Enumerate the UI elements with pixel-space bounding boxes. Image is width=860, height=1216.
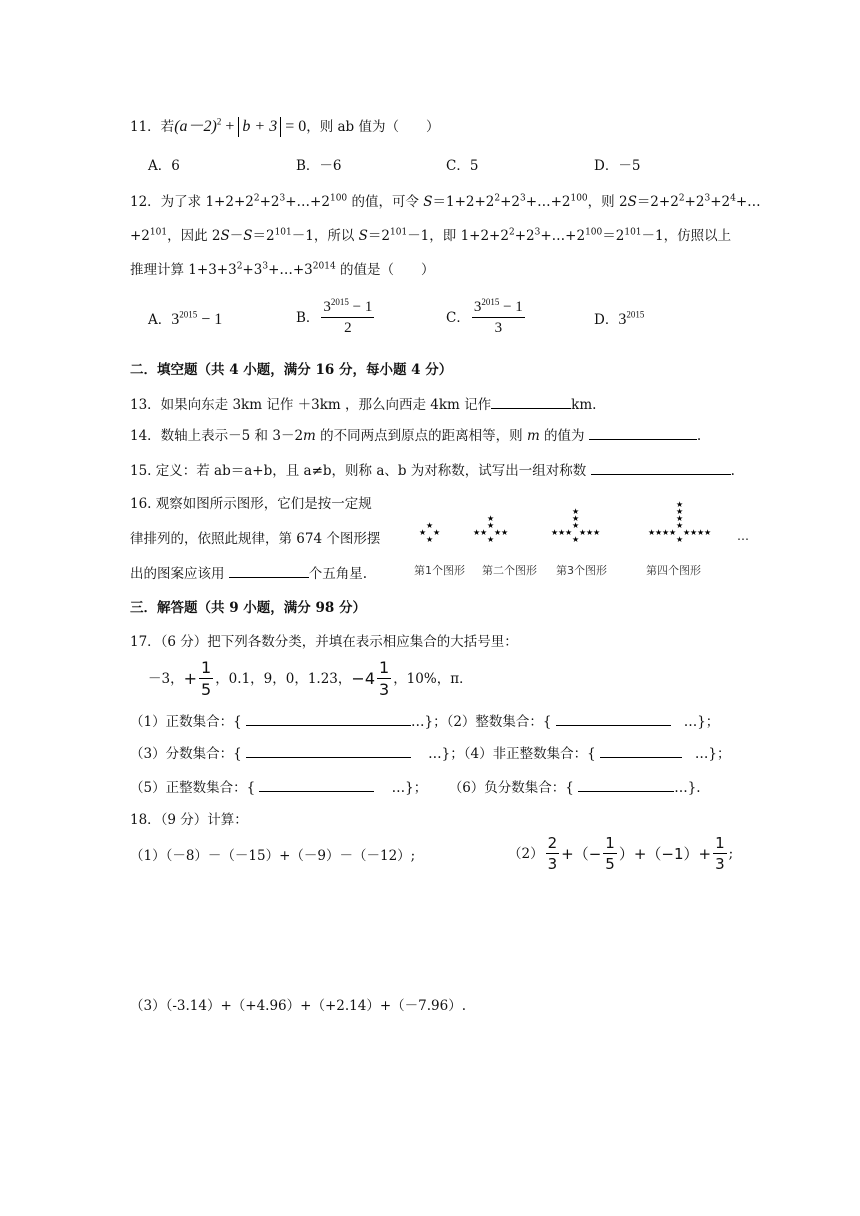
q12-l2-d: － bbox=[229, 228, 244, 244]
q16-caption-2: 第二个图形 bbox=[482, 564, 537, 577]
q17-num-d-den: 3 bbox=[379, 680, 390, 699]
q17-set4-blank[interactable] bbox=[600, 743, 682, 758]
q12-l2-g: －1，所以 bbox=[291, 228, 359, 244]
q18-p2-a-den: 3 bbox=[547, 855, 558, 873]
q14-blank[interactable] bbox=[589, 425, 697, 440]
q16-caption-1: 第1个图形 bbox=[414, 564, 465, 577]
q12-l3-exp-a: 2 bbox=[236, 261, 243, 272]
q16-line2: 律排列的，依照此规律，第 674 个图形摆 bbox=[130, 531, 381, 547]
q16-line3-a: 出的图案应该用 bbox=[130, 566, 225, 582]
q12-l2-a: +2 bbox=[130, 228, 150, 244]
q12-l1-exp-h: 3 bbox=[704, 193, 711, 204]
q17-set4-end: …}； bbox=[694, 746, 731, 762]
q12-l1-exp-e: 3 bbox=[520, 193, 526, 204]
q12-l3-b: +3 bbox=[242, 262, 263, 278]
q12-l1-g: +2 bbox=[500, 194, 521, 210]
q11-stem bbox=[130, 117, 440, 137]
q15-text: 15. 定义：若 ab＝a+b，且 a≠b，则称 a、b 为对称数，试写出一组对称数 bbox=[130, 463, 587, 479]
q18-p2-end: ; bbox=[728, 846, 734, 862]
q18-p2-label: （2） bbox=[508, 846, 544, 862]
q12-opt-b-label: B． bbox=[296, 310, 320, 326]
q12-opt-a-base: 3 bbox=[171, 311, 180, 328]
q12-l1-b: +2 bbox=[259, 194, 280, 210]
q17-set6-blank[interactable] bbox=[578, 777, 674, 792]
q12-opt-d-base: 3 bbox=[618, 311, 627, 328]
q12-l1-exp-g: 2 bbox=[678, 193, 685, 204]
q12-l1-i: ，则 2 bbox=[587, 194, 628, 210]
q11-expr-exp: 2 bbox=[216, 116, 222, 127]
star-icon: ★ bbox=[683, 528, 691, 537]
star-icon: ★ bbox=[572, 521, 580, 530]
q15 bbox=[130, 460, 735, 481]
q12-l1-exp-a: 2 bbox=[253, 193, 260, 204]
q12-l3-c: +…+3 bbox=[268, 262, 313, 278]
q14-text-a: 14．数轴上表示－5 和 3－2 bbox=[130, 428, 304, 444]
q12-l3-a: 推理计算 1+3+3 bbox=[130, 262, 237, 278]
q12-l2-exp-a: 101 bbox=[149, 227, 168, 238]
q12-l2-exp-c: 101 bbox=[390, 227, 408, 238]
q17-set2-blank[interactable] bbox=[556, 711, 671, 726]
star-icon: ★ bbox=[494, 528, 502, 537]
q11-expr-eq: = 0 bbox=[281, 118, 307, 135]
q14-m: m bbox=[303, 428, 316, 444]
star-icon: ★ bbox=[697, 528, 705, 537]
q12-line1 bbox=[130, 192, 761, 212]
q12-l2-l: +…+2 bbox=[540, 228, 586, 244]
q12-l2-f: ＝2 bbox=[252, 228, 275, 244]
q17-num-d-num: 1 bbox=[379, 658, 390, 677]
q16-ellipsis: … bbox=[737, 529, 749, 543]
q12-l3-exp-b: 3 bbox=[262, 261, 269, 272]
q12-l2-j: －1，即 1+2+2 bbox=[407, 228, 509, 244]
q18-p2-b: +（− bbox=[561, 845, 602, 863]
star-icon: ★ bbox=[662, 528, 670, 537]
q13-tail: km. bbox=[571, 397, 597, 413]
q12-l1-n: +… bbox=[735, 194, 761, 210]
q11-option-c: C．5 bbox=[446, 158, 479, 174]
star-icon: ★ bbox=[676, 500, 684, 509]
q16-caption-3: 第3个图形 bbox=[556, 564, 607, 577]
star-icon: ★ bbox=[419, 528, 427, 537]
q12-opt-a-label: A． bbox=[148, 312, 172, 328]
q18-part3: （3）（-3.14）+（+4.96）+（+2.14）+（－7.96）. bbox=[130, 998, 466, 1014]
q17-set6-label: （6）负分数集合：{ bbox=[448, 780, 574, 796]
q12-l1-exp-d: 2 bbox=[494, 193, 501, 204]
q11-expression bbox=[174, 118, 306, 135]
q12-l1-f: ＝1+2+2 bbox=[432, 194, 495, 210]
q11-prefix: 11．若 bbox=[130, 119, 175, 135]
q12-opt-b-num-exp: 2015 bbox=[330, 297, 349, 307]
q13-blank[interactable] bbox=[491, 394, 571, 409]
q12-l1-m: +2 bbox=[710, 194, 731, 210]
q11-option-a: A．6 bbox=[148, 158, 180, 174]
q17-set2-end: …}； bbox=[683, 714, 720, 730]
q17-set5-end: …}； bbox=[391, 780, 428, 796]
q17-num-b-num: 1 bbox=[201, 658, 212, 677]
q12-l1-a: 12．为了求 1+2+2 bbox=[130, 194, 254, 210]
q17-numbers bbox=[148, 660, 473, 700]
q17-set-row3 bbox=[130, 777, 701, 798]
q12-opt-c-num-exp: 2015 bbox=[481, 297, 500, 307]
q17-set5-blank[interactable] bbox=[259, 777, 374, 792]
q12-l1-exp-i: 4 bbox=[730, 193, 736, 204]
q12-l3-d: 的值是（ ） bbox=[335, 262, 435, 278]
q14-m2: m bbox=[526, 428, 540, 444]
star-icon: ★ bbox=[676, 535, 684, 544]
q14-text-c: 的值为 bbox=[539, 428, 585, 444]
q18-part1: （1）（－8）－（－15）+（－9）－（－12）; bbox=[130, 848, 416, 864]
star-icon: ★ bbox=[586, 528, 594, 537]
star-icon: ★ bbox=[551, 528, 559, 537]
q18-p2-a-num: 2 bbox=[547, 834, 558, 852]
q12-opt-d-exp: 2015 bbox=[626, 309, 645, 320]
star-icon: ★ bbox=[487, 514, 495, 523]
q18-stem: 18．（9 分）计算： bbox=[130, 812, 248, 828]
q12-l1-l: +2 bbox=[684, 194, 705, 210]
q12-l2-exp-d: 2 bbox=[508, 227, 515, 238]
q18-p2-d-num: 1 bbox=[715, 834, 725, 852]
q17-set1-label: （1）正数集合：{ bbox=[130, 714, 242, 730]
star-icon: ★ bbox=[487, 521, 495, 530]
q17-set3-label: （3）分数集合：{ bbox=[130, 746, 242, 762]
q12-l2-s3: S bbox=[358, 228, 368, 244]
star-icon: ★ bbox=[426, 521, 434, 530]
q18-part2 bbox=[508, 836, 733, 880]
q14 bbox=[130, 425, 701, 446]
star-icon: ★ bbox=[480, 528, 488, 537]
q17-num-e: ，10%，π． bbox=[393, 671, 473, 687]
q17-set3-blank[interactable] bbox=[246, 743, 411, 758]
q15-tail: . bbox=[730, 463, 735, 479]
q12-l1-exp-f: 100 bbox=[570, 193, 588, 204]
star-icon: ★ bbox=[676, 521, 684, 530]
section3-title: 三．解答题（共 9 小题，满分 98 分） bbox=[130, 600, 366, 616]
q12-opt-c-den: 3 bbox=[494, 320, 503, 336]
q12-opt-b-num-base: 3 bbox=[323, 299, 331, 315]
q18-p2-b-num: 1 bbox=[605, 834, 615, 852]
q12-l2-i: ＝2 bbox=[367, 228, 390, 244]
q15-blank[interactable] bbox=[591, 460, 731, 475]
q12-l1-h: +…+2 bbox=[525, 194, 571, 210]
star-icon: ★ bbox=[579, 528, 587, 537]
q12-l1-c: +…+2 bbox=[285, 194, 330, 210]
q18-p2-b-den: 5 bbox=[605, 855, 615, 873]
q12-opt-a-tail: − 1 bbox=[197, 311, 223, 328]
q11-expr-abs: b + 3 bbox=[238, 117, 281, 137]
q12-opt-c-num-base: 3 bbox=[473, 299, 482, 315]
q16-line3-b: 个五角星. bbox=[308, 566, 368, 582]
star-icon: ★ bbox=[501, 528, 509, 537]
q12-opt-d-label: D． bbox=[594, 312, 619, 328]
q17-num-b-sign: + bbox=[183, 669, 197, 688]
q11-expr-plus: + bbox=[221, 118, 239, 135]
q17-set6-end: …}. bbox=[674, 780, 701, 796]
q17-stem: 17．（6 分）把下列各数分类，并填在表示相应集合的大括号里： bbox=[130, 634, 518, 650]
q12-l1-d: 的值，可令 bbox=[347, 194, 424, 210]
q12-opt-b-num-tail: − 1 bbox=[348, 299, 373, 315]
star-icon: ★ bbox=[593, 528, 601, 537]
q16-blank[interactable] bbox=[229, 563, 309, 578]
star-icon: ★ bbox=[676, 507, 684, 516]
q12-l1-s: S bbox=[423, 194, 433, 210]
q12-l2-exp-b: 101 bbox=[274, 227, 292, 238]
q18-p2-d-den: 3 bbox=[715, 855, 725, 873]
star-icon: ★ bbox=[433, 528, 441, 537]
q12-opt-c-num-tail: − 1 bbox=[499, 299, 523, 315]
q18-p2-c: ）+（−1）+ bbox=[618, 845, 712, 863]
q12-l2-n: －1，仿照以上 bbox=[641, 228, 732, 244]
q17-num-d-int: −4 bbox=[351, 669, 375, 688]
q12-l2-exp-f: 100 bbox=[585, 227, 603, 238]
star-icon: ★ bbox=[473, 528, 481, 537]
star-icon: ★ bbox=[648, 528, 656, 537]
q12-l1-s2: S bbox=[627, 194, 637, 210]
star-icon: ★ bbox=[655, 528, 663, 537]
q12-l2-exp-e: 3 bbox=[534, 227, 541, 238]
q12-l1-exp-c: 100 bbox=[329, 193, 348, 204]
star-icon: ★ bbox=[426, 535, 434, 544]
q12-l1-k: ＝2+2 bbox=[636, 194, 679, 210]
q12-l3-exp-c: 2014 bbox=[312, 261, 336, 272]
q11-expr-left: (a－2) bbox=[174, 118, 217, 135]
q12-l2-s: S bbox=[220, 228, 230, 244]
q12-opt-c-label: C． bbox=[446, 310, 470, 326]
star-icon: ★ bbox=[558, 528, 566, 537]
q12-line2 bbox=[130, 226, 731, 246]
q17-num-a: －3， bbox=[148, 671, 184, 687]
q17-set-row1 bbox=[130, 711, 719, 732]
q12-l2-s2: S bbox=[243, 228, 253, 244]
q17-set-row2 bbox=[130, 743, 730, 764]
q12-l2-exp-g: 101 bbox=[624, 227, 642, 238]
star-icon: ★ bbox=[704, 528, 712, 537]
q12-option-c bbox=[446, 297, 527, 344]
star-icon: ★ bbox=[565, 528, 573, 537]
q14-tail: . bbox=[696, 428, 702, 444]
q16-line3 bbox=[130, 563, 367, 584]
star-icon: ★ bbox=[572, 535, 580, 544]
q11-option-d: D．－5 bbox=[594, 158, 641, 174]
q12-l2-m: ＝2 bbox=[602, 228, 625, 244]
q17-set2-label: …}；（2）整数集合：{ bbox=[410, 714, 552, 730]
q12-option-d bbox=[594, 310, 644, 330]
q12-l1-exp-b: 3 bbox=[279, 193, 286, 204]
q17-num-b-den: 5 bbox=[201, 680, 212, 699]
star-icon: ★ bbox=[676, 514, 684, 523]
q14-text-b: 的不同两点到原点的距离相等，则 bbox=[315, 428, 527, 444]
q13 bbox=[130, 394, 596, 415]
q17-set1-blank[interactable] bbox=[246, 711, 411, 726]
q17-num-c: ，0.1，9，0，1.23， bbox=[215, 671, 352, 687]
section2-title: 二．填空题（共 4 小题，满分 16 分，每小题 4 分） bbox=[130, 362, 453, 378]
q12-opt-a-exp: 2015 bbox=[179, 309, 198, 320]
q11-option-b: B．－6 bbox=[296, 158, 342, 174]
q16-caption-4: 第四个图形 bbox=[646, 564, 701, 577]
star-icon: ★ bbox=[572, 507, 580, 516]
q17-set5-label: （5）正整数集合：{ bbox=[130, 780, 256, 796]
star-icon: ★ bbox=[669, 528, 677, 537]
star-icon: ★ bbox=[572, 514, 580, 523]
q13-text: 13．如果向东走 3km 记作 ＋3km ，那么向西走 4km 记作 bbox=[130, 397, 492, 413]
star-icon: ★ bbox=[690, 528, 698, 537]
q16-line1: 16. 观察如图所示图形，它们是按一定规 bbox=[130, 496, 372, 512]
q12-opt-b-den: 2 bbox=[344, 320, 352, 336]
q12-line3 bbox=[130, 260, 434, 280]
star-icon: ★ bbox=[487, 535, 495, 544]
q11-suffix: ，则 ab 值为（ ） bbox=[306, 119, 440, 135]
q12-l2-b: ，因此 2 bbox=[167, 228, 221, 244]
q17-set4-label: …}；（4）非正整数集合：{ bbox=[428, 746, 596, 762]
q12-option-a bbox=[148, 310, 222, 330]
q12-option-b bbox=[296, 297, 376, 344]
q12-l2-k: +2 bbox=[514, 228, 535, 244]
